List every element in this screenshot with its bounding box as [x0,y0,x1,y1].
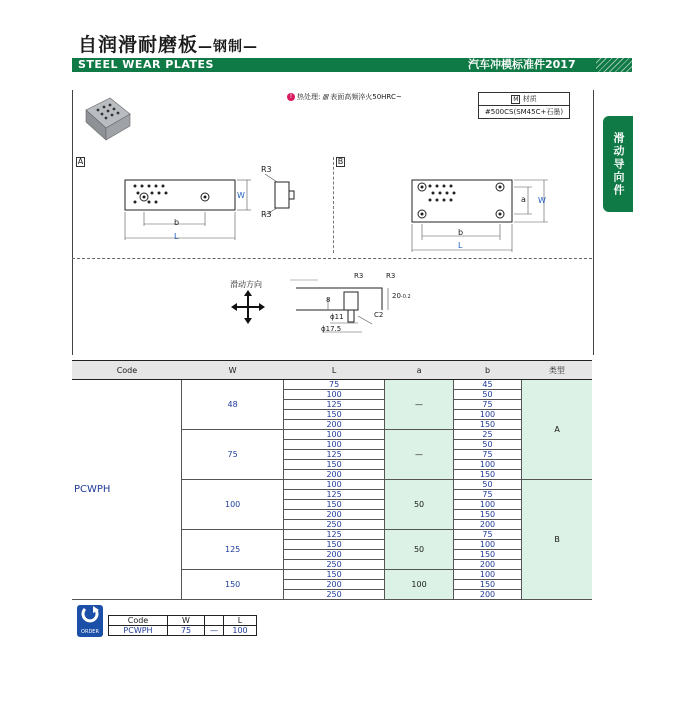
b-cell: 75 [453,490,521,500]
slide-direction-label: 滑动方向 [230,280,262,289]
b-dim-l: L [458,241,463,250]
b-cell: 100 [453,410,521,420]
b-cell: 150 [453,550,521,560]
type-a-cell: A [522,380,592,480]
w-cell: 150 [182,570,283,600]
a-cell: 50 [385,480,453,530]
order-l: 100 [224,626,257,636]
brand-text: 汽车冲模标准件2017 [468,58,576,71]
l-cell: 250 [283,520,384,530]
title-sub: —钢制— [198,39,259,55]
b-cell: 50 [453,480,521,490]
l-cell: 150 [283,540,384,550]
heat-treatment-note: ! 热处理: //// 表面高频淬火50HRC~ [287,92,402,102]
l-cell: 150 [283,410,384,420]
b-cell: 45 [453,380,521,390]
section-phi11: ϕ11 [330,313,344,321]
l-cell: 200 [283,420,384,430]
w-cell: 75 [182,430,283,480]
b-cell: 100 [453,500,521,510]
type-b-cell: B [522,480,592,600]
material-value: #500CS(SM45C+石墨) [484,108,564,116]
a-dim-b: b [174,218,180,227]
b-cell: 75 [453,450,521,460]
col-type: 类型 [522,361,592,380]
b-cell: 150 [453,580,521,590]
l-cell: 125 [283,490,384,500]
b-cell: 25 [453,430,521,440]
heat-value: 表面高频淬火50HRC~ [330,93,402,101]
l-cell: 100 [283,440,384,450]
b-cell: 100 [453,460,521,470]
order-head-w: W [168,616,205,626]
material-label: 材质 [522,95,537,103]
type-a-drawing [115,160,305,250]
a-dim-l: L [174,232,179,241]
b-cell: 200 [453,520,521,530]
section-r3-2: R3 [386,272,396,280]
a-r3-top: R3 [261,165,272,174]
order-icon: ORDER [77,605,103,637]
order-example-table [108,615,257,636]
l-cell: 250 [283,560,384,570]
a-cell: — [385,430,453,480]
section-phi17: ϕ17.5 [321,325,342,333]
four-way-arrow-icon [231,290,265,324]
b-cell: 200 [453,590,521,600]
col-w: W [182,361,283,380]
material-box [478,92,570,119]
side-tab: 滑动导向件 [603,116,633,212]
l-cell: 75 [283,380,384,390]
l-cell: 200 [283,580,384,590]
l-cell: 100 [283,390,384,400]
l-cell: 125 [283,400,384,410]
title-cn: 自润滑耐磨板 [78,34,199,56]
a-dim-w: W [237,191,245,200]
b-cell: 75 [453,530,521,540]
w-cell: 125 [182,530,283,570]
l-cell: 100 [283,480,384,490]
order-w: 75 [168,626,205,636]
l-cell: 125 [283,530,384,540]
page-title [78,30,258,57]
l-cell: 200 [283,470,384,480]
l-cell: 200 [283,550,384,560]
b-cell: 100 [453,570,521,580]
type-a-label: A [77,157,84,166]
col-a: a [385,361,453,380]
a-r3-bottom: R3 [261,210,272,219]
w-cell: 48 [182,380,283,430]
b-dim-b: b [458,228,464,237]
order-head-l: L [224,616,257,626]
b-cell: 200 [453,560,521,570]
b-dim-w: W [538,196,546,205]
b-cell: 150 [453,510,521,520]
section-c2: C2 [374,311,384,319]
col-l: L [283,361,384,380]
b-cell: 50 [453,440,521,450]
table-header-row [72,361,592,380]
l-cell: 150 [283,500,384,510]
l-cell: 125 [283,450,384,460]
title-en: STEEL WEAR PLATES [78,58,214,71]
l-cell: 100 [283,430,384,440]
material-icon: M [513,96,519,103]
l-cell: 150 [283,460,384,470]
a-cell: 100 [385,570,453,600]
section-dim-8: 8 [326,296,331,304]
b-cell: 75 [453,400,521,410]
spec-table [72,360,592,600]
b-dim-a: a [521,195,526,204]
panel-divider [72,258,592,259]
order-head-code: Code [109,616,168,626]
b-cell: 150 [453,420,521,430]
product-photo [80,94,134,146]
order-code: PCWPH [109,626,168,636]
b-cell: 50 [453,390,521,400]
l-cell: 150 [283,570,384,580]
section-r3-1: R3 [354,272,364,280]
type-b-drawing [400,170,560,255]
ab-divider [333,157,334,253]
type-b-label: B [337,157,344,166]
bar-stripes [596,58,632,72]
l-cell: 250 [283,590,384,600]
a-cell: 50 [385,530,453,570]
l-cell: 200 [283,510,384,520]
w-cell: 100 [182,480,283,530]
table-row [72,380,592,390]
code-cell: PCWPH [72,380,182,600]
a-cell: — [385,380,453,430]
col-code: Code [72,361,182,380]
order-dash: — [205,626,224,636]
b-cell: 150 [453,470,521,480]
b-cell: 100 [453,540,521,550]
col-b: b [453,361,521,380]
heat-badge-icon: ! [287,93,295,101]
section-dim-20: 20-0.2 [392,292,411,300]
